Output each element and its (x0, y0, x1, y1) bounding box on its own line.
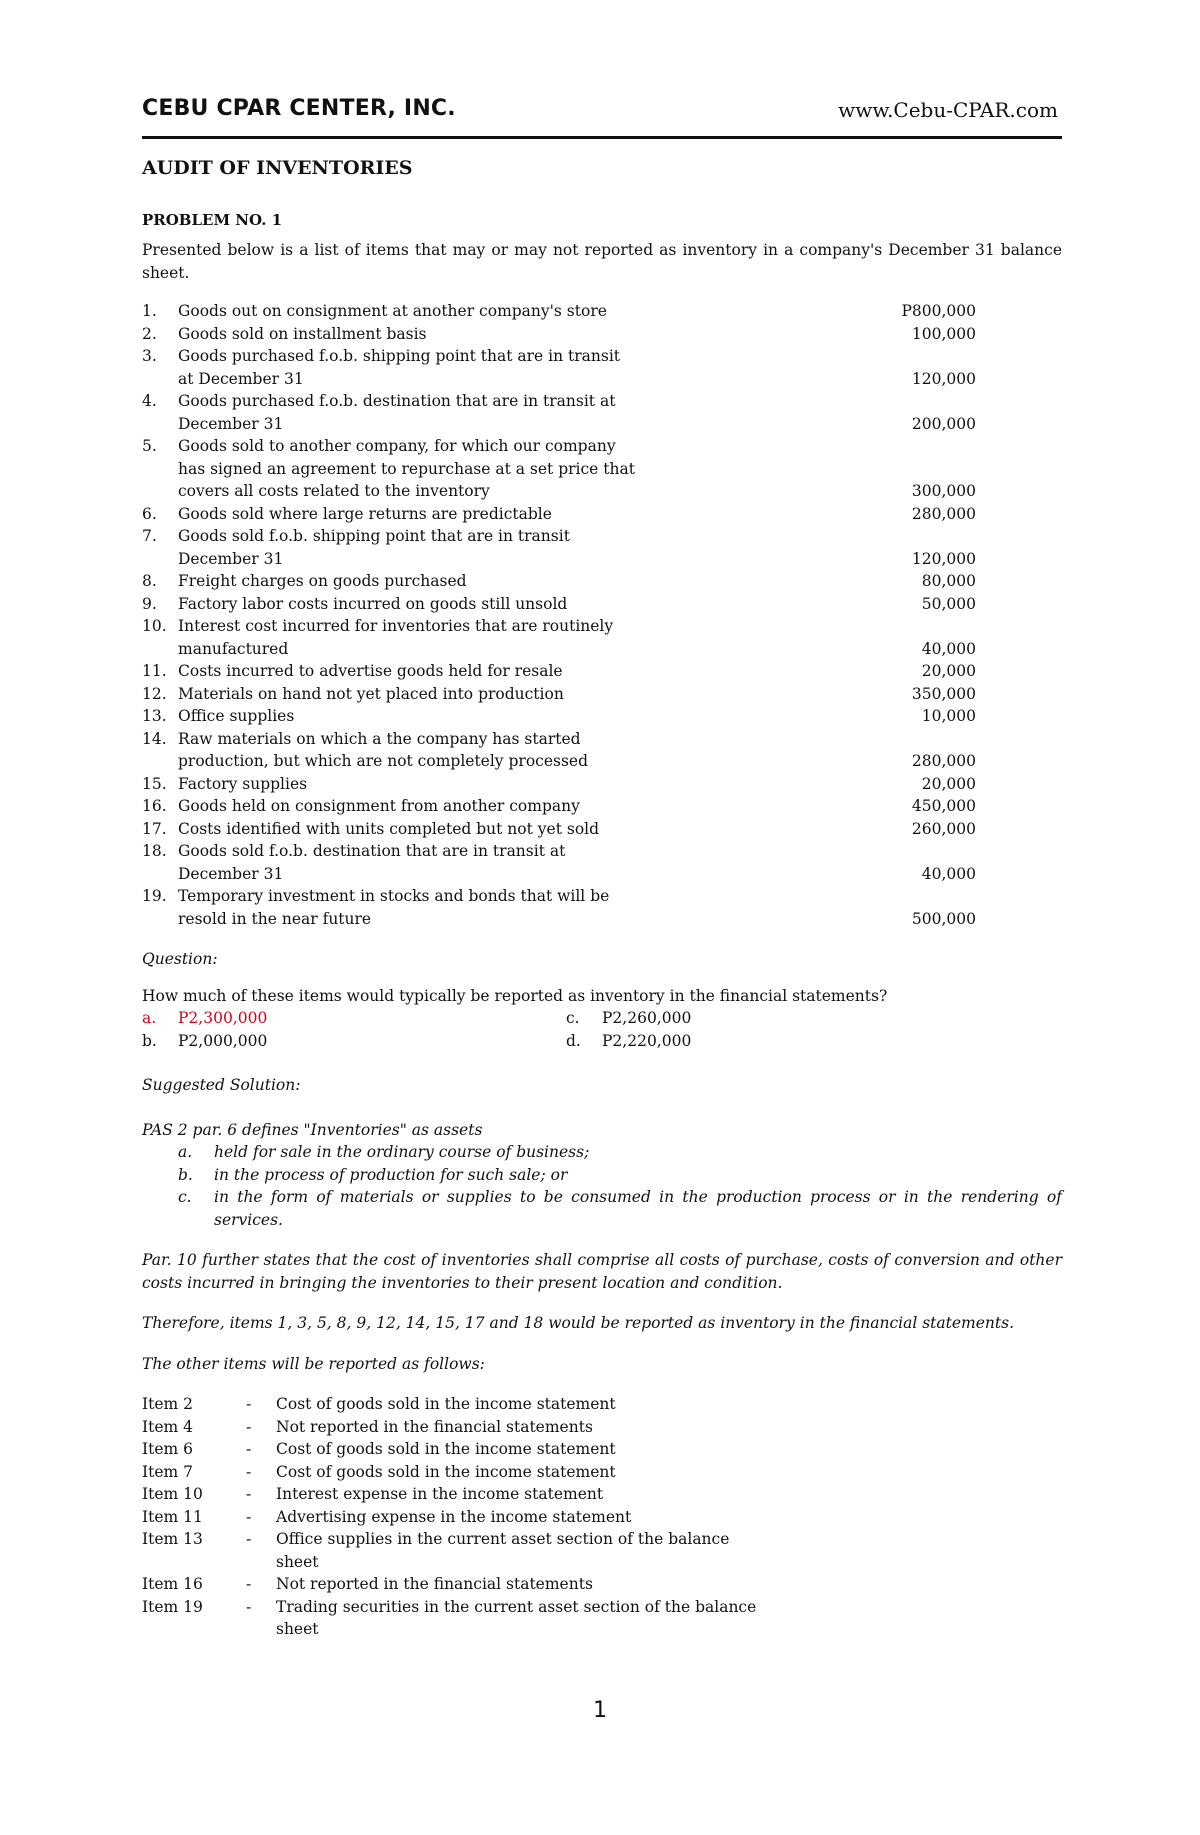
item-treatment: Interest expense in the income statement (276, 1485, 604, 1503)
item-description: has signed an agreement to repurchase at a set price that (178, 459, 635, 478)
list-item (142, 615, 1062, 638)
item-ref: Item 11 (142, 1507, 203, 1526)
definition-text: in the form of materials or supplies to be consumed in the production process or in the rendering of services. (214, 1188, 1062, 1229)
item-amount (748, 435, 976, 458)
item-amount: 40,000 (921, 639, 976, 658)
item-description: Goods sold to another company, for which our company (178, 437, 616, 455)
list-item (142, 728, 1062, 751)
item-amount: 20,000 (921, 662, 976, 680)
item-treatment: Trading securities in the current asset section of the balance (276, 1597, 757, 1616)
list-item (142, 390, 1062, 413)
list-item (142, 863, 1062, 886)
item-number: 10. (142, 617, 167, 635)
list-item (142, 345, 1062, 368)
definition-text: in the process of production for such sale; or (214, 1165, 568, 1184)
list-item (142, 368, 1062, 391)
question-label: Question: (142, 950, 218, 968)
item-amount: P800,000 (901, 302, 976, 320)
item-number: 6. (142, 504, 157, 523)
org-name: CEBU CPAR CENTER, INC. (142, 96, 456, 121)
choice-letter: a. (142, 1009, 157, 1027)
item-number (142, 908, 178, 931)
item-description: Goods sold where large returns are predictable (178, 504, 552, 523)
item-treatment: Cost of goods sold in the income statement (276, 1395, 616, 1413)
solution-label: Suggested Solution: (142, 1076, 301, 1094)
item-ref: Item 4 (142, 1417, 194, 1436)
item-number: 13. (142, 707, 167, 725)
item-amount: 10,000 (921, 707, 976, 725)
list-item (142, 840, 1062, 863)
item-number: 11. (142, 662, 167, 680)
item-number (142, 863, 178, 886)
item-amount (748, 458, 976, 481)
list-item (142, 458, 1062, 481)
list-item (142, 300, 1062, 323)
choice-text: P2,220,000 (602, 1031, 692, 1050)
item-amount: 280,000 (911, 504, 976, 523)
list-item (142, 638, 1062, 661)
page-header (142, 96, 1062, 139)
other-items-label: The other items will be reported as follows: (142, 1354, 485, 1373)
list-item (142, 885, 1062, 908)
table-row (142, 1528, 1062, 1551)
item-number: 19. (142, 887, 167, 905)
item-description: manufactured (178, 639, 289, 658)
item-dash: - (246, 1440, 252, 1458)
item-amount (748, 840, 976, 863)
item-amount: 300,000 (911, 482, 976, 500)
definition-item (142, 1164, 1062, 1187)
definition-letter: a. (178, 1143, 193, 1161)
item-description: Goods sold on installment basis (178, 324, 427, 343)
item-treatment: Not reported in the financial statements (276, 1575, 593, 1593)
item-description: Goods out on consignment at another company's store (178, 302, 607, 320)
list-item (142, 525, 1062, 548)
item-description: Goods sold f.o.b. shipping point that are in transit (178, 527, 570, 545)
list-item (142, 705, 1062, 728)
item-description: Interest cost incurred for inventories that are routinely (178, 617, 614, 635)
item-number: 4. (142, 392, 157, 410)
item-number: 17. (142, 819, 167, 838)
item-number: 5. (142, 437, 157, 455)
table-row (142, 1618, 1062, 1641)
item-dash: - (246, 1462, 252, 1481)
list-item (142, 435, 1062, 458)
item-description: Raw materials on which a the company has started (178, 729, 581, 748)
item-description: December 31 (178, 414, 284, 433)
definition-letter: c. (178, 1188, 192, 1206)
website-link[interactable]: www.Cebu-CPAR.com (838, 98, 1058, 122)
item-ref: Item 6 (142, 1440, 194, 1458)
item-ref: Item 19 (142, 1597, 203, 1616)
definition-letter: b. (178, 1165, 193, 1184)
item-dash: - (246, 1575, 252, 1593)
definition-item (142, 1141, 1062, 1164)
item-dash: - (246, 1597, 252, 1616)
item-amount: 20,000 (921, 774, 976, 793)
list-item (142, 323, 1062, 346)
item-description: Office supplies (178, 707, 295, 725)
item-description: Goods held on consignment from another company (178, 797, 580, 815)
item-number: 14. (142, 729, 167, 748)
item-treatment: sheet (276, 1552, 319, 1571)
item-amount: 280,000 (911, 752, 976, 770)
item-description: Goods purchased f.o.b. destination that are in transit at (178, 392, 616, 410)
item-amount: 80,000 (921, 572, 976, 590)
answer-choices (142, 1007, 1062, 1052)
table-row (142, 1416, 1062, 1439)
definition-list (142, 1141, 1062, 1231)
table-row (142, 1551, 1062, 1574)
list-item (142, 593, 1062, 616)
item-number: 1. (142, 302, 157, 320)
list-item (142, 795, 1062, 818)
item-number (142, 638, 178, 661)
table-row (142, 1393, 1062, 1416)
list-item (142, 503, 1062, 526)
choice-text: P2,000,000 (178, 1031, 268, 1050)
item-number (142, 458, 178, 481)
item-amount: 100,000 (911, 324, 976, 343)
choice-letter: c. (566, 1009, 580, 1027)
item-ref: Item 2 (142, 1395, 194, 1413)
item-description: Factory labor costs incurred on goods still unsold (178, 594, 568, 613)
item-dash: - (246, 1530, 252, 1548)
item-amount (748, 885, 976, 908)
item-amount: 450,000 (911, 797, 976, 815)
table-row (142, 1438, 1062, 1461)
table-row (142, 1506, 1062, 1529)
item-ref: Item 13 (142, 1530, 203, 1548)
item-amount: 350,000 (911, 684, 976, 703)
list-item (142, 548, 1062, 571)
item-number: 18. (142, 842, 167, 860)
item-amount (748, 345, 976, 368)
item-number (142, 413, 178, 436)
definition-item (142, 1186, 1062, 1231)
page-number: 1 (593, 1698, 607, 1723)
table-row (142, 1573, 1062, 1596)
item-description: resold in the near future (178, 909, 372, 928)
item-number: 16. (142, 797, 167, 815)
item-description: Goods sold f.o.b. destination that are in transit at (178, 842, 566, 860)
list-item (142, 480, 1062, 503)
document-title: AUDIT OF INVENTORIES (142, 157, 413, 179)
item-number (142, 368, 178, 391)
choice-letter: d. (566, 1031, 581, 1050)
item-number (142, 548, 178, 571)
item-dash (246, 1618, 276, 1641)
item-number: 12. (142, 684, 167, 703)
choice-letter: b. (142, 1031, 157, 1050)
list-item (142, 570, 1062, 593)
par10-paragraph: Par. 10 further states that the cost of inventories shall comprise all costs of purchase, costs of conversion and other costs incurred in bringing the inventories to their present location and condition. (142, 1251, 1062, 1292)
item-number: 9. (142, 594, 157, 613)
item-treatment: Cost of goods sold in the income statement (276, 1440, 616, 1458)
item-amount (748, 615, 976, 638)
table-row (142, 1596, 1062, 1619)
item-treatment: Not reported in the financial statements (276, 1417, 593, 1436)
item-dash (246, 1551, 276, 1574)
item-description: December 31 (178, 549, 284, 568)
item-number: 2. (142, 324, 157, 343)
item-treatment: Advertising expense in the income statement (276, 1507, 632, 1526)
item-amount: 260,000 (911, 819, 976, 838)
list-item (142, 413, 1062, 436)
choice-text: P2,260,000 (602, 1009, 692, 1027)
item-description: Costs identified with units completed but not yet sold (178, 819, 600, 838)
intro-paragraph: Presented below is a list of items that may or may not reported as inventory in a company's December 31 balance sheet. (142, 241, 1062, 282)
item-dash: - (246, 1395, 252, 1413)
item-amount: 50,000 (921, 594, 976, 613)
item-description: Temporary investment in stocks and bonds that will be (178, 887, 610, 905)
item-dash: - (246, 1485, 252, 1503)
inventory-item-list (142, 300, 1062, 930)
problem-title: PROBLEM NO. 1 (142, 211, 283, 229)
list-item (142, 773, 1062, 796)
choice-correct (142, 1007, 566, 1030)
item-amount: 200,000 (911, 414, 976, 433)
item-treatment: Cost of goods sold in the income statement (276, 1462, 616, 1481)
item-description: production, but which are not completely processed (178, 752, 589, 770)
item-ref: Item 7 (142, 1462, 194, 1481)
table-row (142, 1483, 1062, 1506)
item-description: December 31 (178, 864, 284, 883)
item-amount: 40,000 (921, 864, 976, 883)
item-description: Goods purchased f.o.b. shipping point that are in transit (178, 347, 621, 365)
item-number: 3. (142, 347, 157, 365)
item-ref (142, 1618, 246, 1641)
list-item (142, 683, 1062, 706)
therefore-paragraph: Therefore, items 1, 3, 5, 8, 9, 12, 14, 15, 17 and 18 would be reported as inventory in the financial statements. (142, 1314, 1015, 1332)
item-number: 8. (142, 572, 157, 590)
item-description: at December 31 (178, 369, 304, 388)
item-amount: 120,000 (911, 369, 976, 388)
item-amount: 500,000 (911, 909, 976, 928)
item-amount (748, 728, 976, 751)
item-number: 15. (142, 774, 167, 793)
other-items-list (142, 1393, 1062, 1641)
definition-intro: PAS 2 par. 6 defines "Inventories" as assets (142, 1120, 483, 1139)
choice-option (566, 1030, 966, 1053)
item-number: 7. (142, 527, 157, 545)
choice-text: P2,300,000 (178, 1009, 268, 1027)
document-page (142, 96, 1062, 1641)
item-number (142, 750, 178, 773)
definition-text: held for sale in the ordinary course of business; (214, 1143, 590, 1161)
question-text: How much of these items would typically be reported as inventory in the financial statements? (142, 986, 888, 1005)
list-item (142, 660, 1062, 683)
item-description: Freight charges on goods purchased (178, 572, 467, 590)
choice-option (566, 1007, 966, 1030)
item-description: covers all costs related to the inventory (178, 482, 490, 500)
item-description: Costs incurred to advertise goods held for resale (178, 662, 563, 680)
list-item (142, 908, 1062, 931)
item-ref: Item 10 (142, 1485, 203, 1503)
list-item (142, 750, 1062, 773)
item-amount: 120,000 (911, 549, 976, 568)
item-description: Factory supplies (178, 774, 308, 793)
item-treatment: Office supplies in the current asset section of the balance (276, 1530, 730, 1548)
item-treatment: sheet (276, 1620, 319, 1638)
item-dash: - (246, 1417, 252, 1436)
item-amount (748, 525, 976, 548)
table-row (142, 1461, 1062, 1484)
item-number (142, 480, 178, 503)
item-dash: - (246, 1507, 252, 1526)
item-amount (748, 390, 976, 413)
item-ref: Item 16 (142, 1575, 203, 1593)
choice-option (142, 1030, 566, 1053)
list-item (142, 818, 1062, 841)
item-ref (142, 1551, 246, 1574)
item-description: Materials on hand not yet placed into production (178, 684, 564, 703)
